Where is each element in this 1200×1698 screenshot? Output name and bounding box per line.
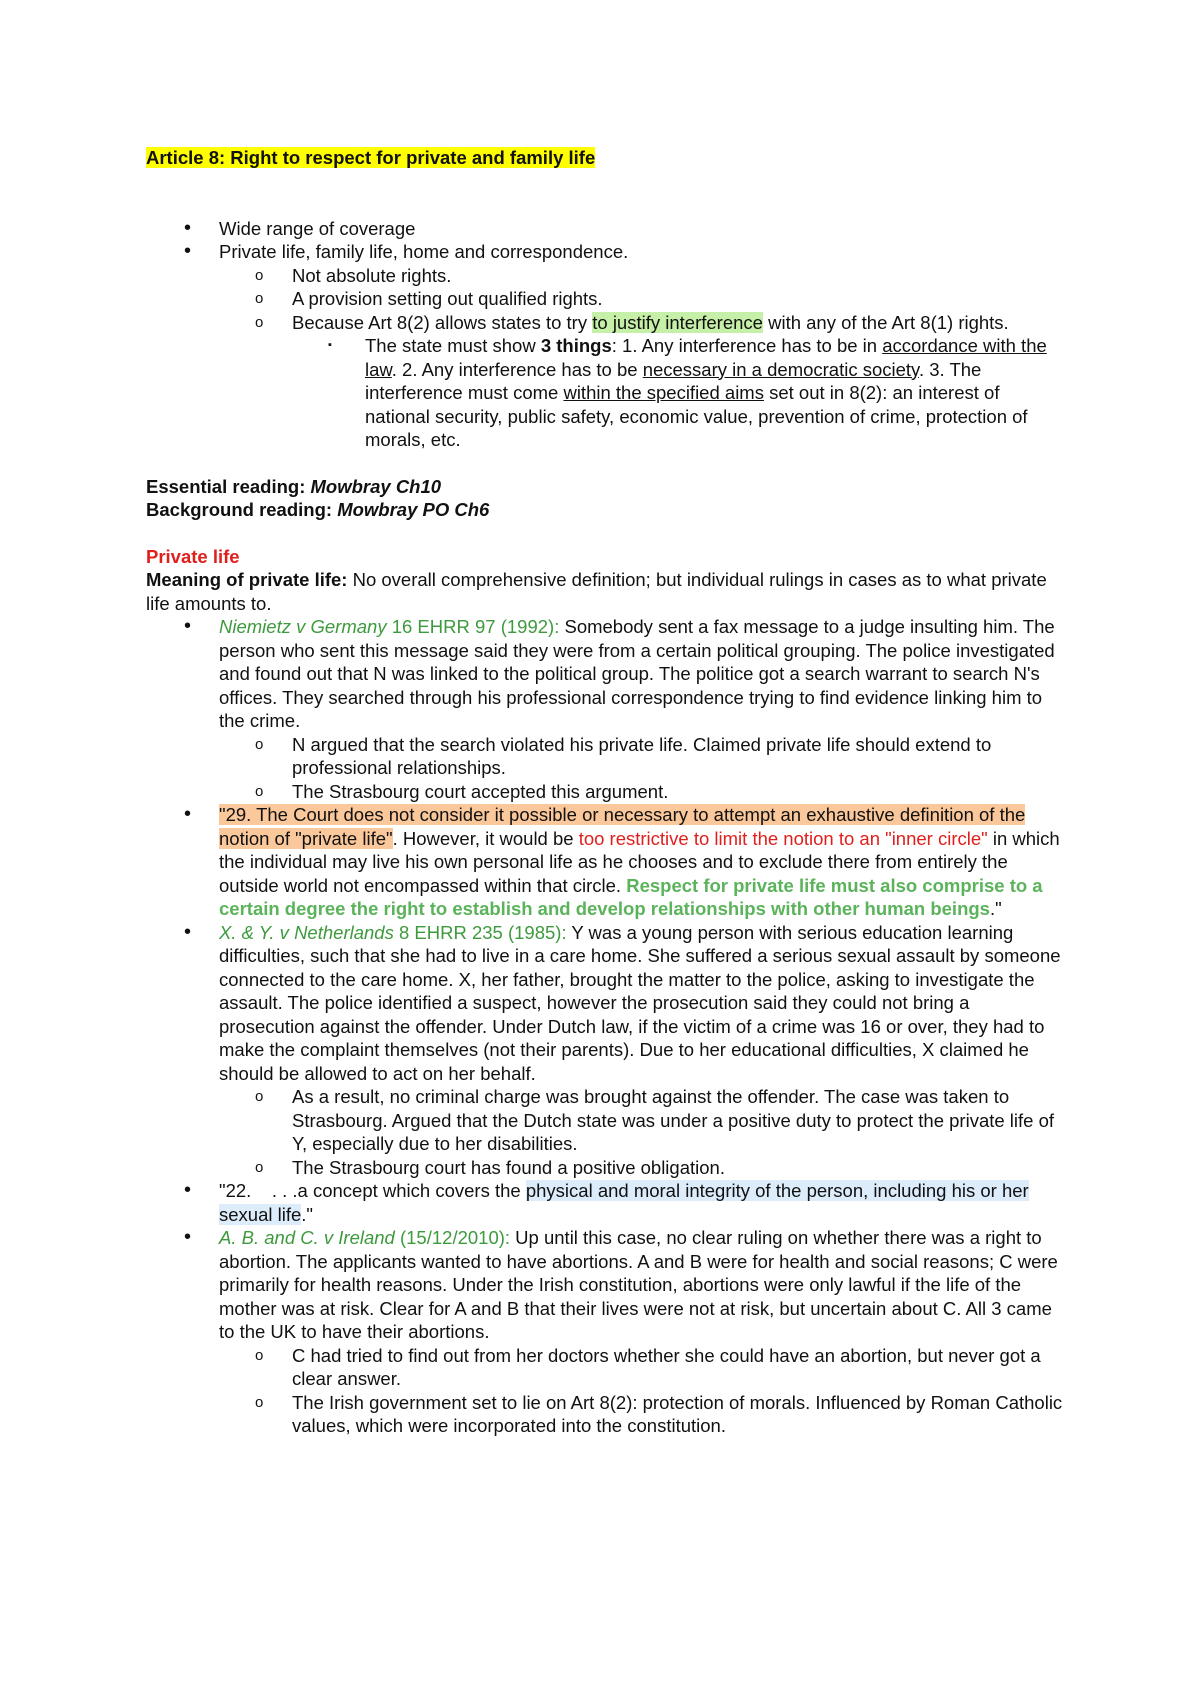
- sub-bullet-icon: o: [255, 1158, 264, 1176]
- list-item: [146, 217, 1066, 241]
- sub-bullet-icon: o: [255, 290, 264, 307]
- three-things-text: . 2. Any interference has to be: [391, 358, 643, 380]
- sub-bullet-icon: o: [255, 313, 264, 331]
- case-subpoint: The Irish government set to lie on Art 8(2): protection of morals. Influenced by Roman Catholic values, which were incorporated into the constitution.: [292, 1391, 1063, 1436]
- case-subpoint: The Strasbourg court has found a positive obligation.: [292, 1156, 725, 1178]
- quote-end: .": [989, 898, 1002, 919]
- quote-highlight-blue: physical and moral integrity of the person, including his or her sexual life: [219, 1180, 1029, 1225]
- essential-value: Mowbray Ch10: [310, 475, 442, 497]
- three-things-text: set out in 8(2): an interest of national security, public safety, economic value, prevention of crime, protection of morals, etc.: [365, 382, 1028, 450]
- sub-bullet-icon: o: [255, 266, 264, 284]
- background-label: Background reading:: [146, 499, 338, 520]
- case-citation: 8 EHRR 235 (1985):: [393, 921, 567, 943]
- intro-bullet-1: Wide range of coverage: [219, 217, 416, 239]
- list-item: [146, 615, 1066, 733]
- underline-accordance: accordance with the law: [365, 335, 1047, 380]
- sub-bullet-icon: o: [255, 1393, 264, 1411]
- spacer: [146, 452, 1066, 475]
- sub-bullet-icon: o: [255, 1088, 264, 1105]
- underline-necessary: necessary in a democratic society: [642, 358, 919, 380]
- bullet-icon: •: [184, 615, 192, 637]
- intro-sub-2: A provision setting out qualified rights.: [292, 288, 603, 309]
- bullet-icon: •: [184, 1226, 192, 1248]
- case-subpoint: The Strasbourg court accepted this argument.: [292, 780, 669, 802]
- highlight-justify: to justify interference: [592, 311, 763, 333]
- bullet-icon: •: [184, 240, 192, 262]
- square-bullet-icon: ▪: [328, 339, 332, 351]
- background-reading: [146, 498, 1066, 522]
- quote-red-text: too restrictive to limit the notion to an "inner circle": [578, 827, 988, 849]
- sub-bullet-icon: o: [255, 782, 264, 800]
- quote-text: . However, it would be: [392, 827, 579, 849]
- title-line: [146, 146, 1066, 170]
- three-things-text: : 1. Any interference has to be in: [611, 335, 883, 356]
- essential-label: Essential reading:: [146, 475, 311, 497]
- list-item: [146, 264, 1066, 288]
- quote-end: .": [301, 1203, 313, 1225]
- three-things-text: . 3. The interference must come: [365, 358, 982, 403]
- list-item: [146, 240, 1066, 264]
- three-things-bold: 3 things: [540, 335, 612, 356]
- quote-text: "22. . . .a concept which covers the: [219, 1180, 526, 1201]
- list-item: [146, 311, 1066, 335]
- list-item: [146, 1156, 1066, 1180]
- list-item: [146, 334, 1066, 452]
- list-item: [146, 1085, 1066, 1156]
- section-heading: Private life: [146, 545, 240, 567]
- quote-green-bold: Respect for private life must also comprise to a certain degree the right to establish and develop relationships with other human beings: [219, 874, 1043, 919]
- three-things-text: The state must show: [365, 335, 541, 356]
- quote-highlight-orange: "29. The Court does not consider it possible or necessary to attempt an exhaustive definition of the notion of "private life": [219, 804, 1026, 849]
- bullet-icon: •: [184, 216, 192, 239]
- case-name: A. B. and C. v Ireland: [219, 1227, 395, 1248]
- quote-text: in which the individual may live his own personal life as he chooses and to exclude there from entirely the outside world not encompassed within that circle.: [219, 827, 1060, 896]
- bullet-icon: •: [184, 920, 192, 943]
- intro-bullet-2: Private life, family life, home and correspondence.: [219, 241, 629, 262]
- case-subpoint: As a result, no criminal charge was brought against the offender. The case was taken to Strasbourg. Argued that the Dutch state was under a positive duty to protect the private life of Y, especially due to her disabilities.: [292, 1086, 1055, 1154]
- intro-sub-1: Not absolute rights.: [292, 264, 452, 286]
- list-item: [146, 921, 1066, 1086]
- document-title: Article 8: Right to respect for private and family life: [146, 147, 596, 168]
- meaning-label: Meaning of private life:: [146, 569, 348, 590]
- sub-bullet-icon: o: [255, 735, 264, 753]
- case-subpoint: C had tried to find out from her doctors whether she could have an abortion, but never got a clear answer.: [292, 1344, 1041, 1389]
- case-name: X. & Y. v Netherlands: [219, 921, 394, 943]
- list-item: [146, 287, 1066, 311]
- case-text: Y was a young person with serious education learning difficulties, such that she had to live in a care home. She suffered a serious sexual assault by someone connected to the care home. X, her father, brought the matter to the police, asking to investigate the assault. The police identified a suspect, however the prosecution said they could not bring a prosecution against the offender. Under Dutch law, if the victim of a crime was 16 or over, they had to make the complaint themselves (not their parents). Due to her educational difficulties, X claimed he should be allowed to act on her behalf.: [219, 921, 1061, 1084]
- list-item: [146, 803, 1066, 921]
- meaning-paragraph: [146, 568, 1066, 615]
- list-item: [146, 1391, 1066, 1438]
- meaning-text: No overall comprehensive definition; but individual rulings in cases as to what private life amounts to.: [146, 569, 1047, 614]
- case-citation: 16 EHRR 97 (1992):: [386, 616, 560, 637]
- essential-reading: [146, 475, 1066, 499]
- cases-list: [146, 615, 1066, 1438]
- list-item: [146, 1226, 1066, 1344]
- list-item: [146, 733, 1066, 780]
- document-page: [146, 146, 1066, 1438]
- intro-list: [146, 217, 1066, 452]
- sub-bullet-icon: o: [255, 1346, 264, 1364]
- background-value: Mowbray PO Ch6: [337, 499, 490, 520]
- case-subpoint: N argued that the search violated his private life. Claimed private life should extend to professional relationships.: [292, 733, 992, 778]
- spacer: [146, 522, 1066, 545]
- case-text: Up until this case, no clear ruling on whether there was a right to abortion. The applicants wanted to have abortions. A and B were for health and social reasons; C were primarily for health reasons. Under the Irish constitution, abortions were only lawful if the life of the mother was at risk. Clear for A and B that their lives were not at risk, but uncertain about C. All 3 came to the UK to have their abortions.: [219, 1227, 1058, 1342]
- bullet-icon: •: [184, 1179, 192, 1201]
- case-text: Somebody sent a fax message to a judge insulting him. The person who sent this message said they were from a certain political grouping. The police investigated and found out that N was linked to the political group. The politice got a search warrant to search N's offices. They searched through his professional correspondence trying to find evidence linking him to the crime.: [219, 616, 1055, 731]
- intro-sub-3-text: Because Art 8(2) allows states to try: [292, 311, 593, 333]
- intro-sub-3-text-end: with any of the Art 8(1) rights.: [762, 311, 1009, 333]
- bullet-icon: •: [184, 803, 192, 825]
- list-item: [146, 1344, 1066, 1391]
- list-item: [146, 1179, 1066, 1226]
- case-name: Niemietz v Germany: [219, 616, 387, 637]
- underline-specified-aims: within the specified aims: [563, 382, 764, 403]
- list-item: [146, 780, 1066, 804]
- case-citation: (15/12/2010):: [394, 1227, 511, 1248]
- spacer: [146, 170, 1066, 217]
